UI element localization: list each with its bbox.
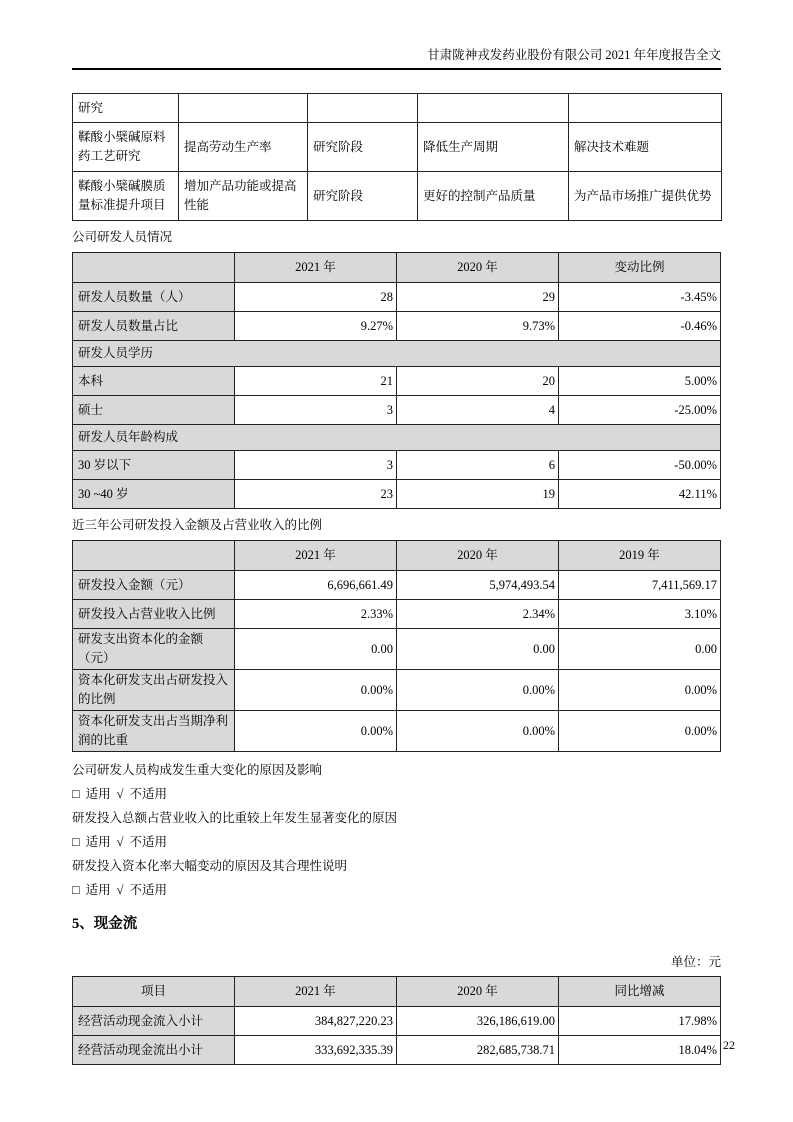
value-2021-cell: 384,827,220.23	[235, 1007, 397, 1036]
group-header-row	[73, 425, 721, 451]
page-number: 22	[723, 1038, 735, 1052]
project-stage-cell: 研究阶段	[308, 172, 418, 221]
row-label-cell: 资本化研发支出占当期净利润的比重	[73, 711, 235, 752]
change-cell: 42.11%	[559, 480, 721, 509]
row-label-cell: 研发人员数量（人）	[73, 283, 235, 312]
column-header-blank	[73, 541, 235, 571]
row-label-cell: 本科	[73, 367, 235, 396]
column-header-item: 项目	[73, 977, 235, 1007]
table-row	[73, 711, 721, 752]
value-2021-cell: 3	[235, 396, 397, 425]
column-header-2021: 2021 年	[235, 541, 397, 571]
checkbox-unchecked-icon: □	[72, 835, 80, 849]
table-row	[73, 396, 721, 425]
value-2021-cell: 6,696,661.49	[235, 571, 397, 600]
rd-projects-table	[72, 93, 722, 221]
header-row	[73, 253, 721, 283]
check-icon: √	[116, 883, 124, 897]
report-header	[72, 47, 721, 70]
table-row	[73, 312, 721, 341]
value-2019-cell: 0.00	[559, 629, 721, 670]
project-impact-cell: 为产品市场推广提供优势	[569, 172, 722, 221]
group-label-cell: 研发人员学历	[73, 341, 721, 367]
change-cell: -50.00%	[559, 451, 721, 480]
investment-section-label: 近三年公司研发投入金额及占营业收入的比例	[72, 518, 323, 532]
project-goal-cell: 增加产品功能或提高性能	[179, 172, 308, 221]
column-header-2020: 2020 年	[397, 253, 559, 283]
table-row	[73, 123, 722, 172]
value-2021-cell: 0.00	[235, 629, 397, 670]
applicability-line	[72, 786, 721, 802]
table-row	[73, 670, 721, 711]
value-2021-cell: 9.27%	[235, 312, 397, 341]
applicability-line	[72, 834, 721, 850]
row-label-cell: 研发投入金额（元）	[73, 571, 235, 600]
value-2020-cell: 4	[397, 396, 559, 425]
table-row	[73, 629, 721, 670]
note-label: 研发投入资本化率大幅变动的原因及其合理性说明	[72, 859, 348, 873]
header-row	[73, 541, 721, 571]
value-2020-cell: 5,974,493.54	[397, 571, 559, 600]
row-label-cell: 经营活动现金流出小计	[73, 1036, 235, 1065]
unit-label: 单位：元	[670, 955, 721, 969]
value-2019-cell: 0.00%	[559, 711, 721, 752]
value-2020-cell: 326,186,619.00	[397, 1007, 559, 1036]
value-2019-cell: 0.00%	[559, 670, 721, 711]
header-row	[73, 977, 721, 1007]
applicability-line	[72, 882, 721, 898]
project-goal-cell	[179, 94, 308, 123]
project-goal-cell: 提高劳动生产率	[179, 123, 308, 172]
value-2021-cell: 333,692,335.39	[235, 1036, 397, 1065]
checkbox-unchecked-icon: □	[72, 787, 80, 801]
table-row	[73, 480, 721, 509]
project-name-cell: 鞣酸小檗碱膜质量标准提升项目	[73, 172, 179, 221]
cashflow-table	[72, 976, 721, 1065]
value-2020-cell: 6	[397, 451, 559, 480]
not-applicable-label: 不适用	[129, 787, 167, 801]
group-label-cell: 研发人员年龄构成	[73, 425, 721, 451]
change-cell: -3.45%	[559, 283, 721, 312]
value-2019-cell: 7,411,569.17	[559, 571, 721, 600]
column-header-2019: 2019 年	[559, 541, 721, 571]
value-2020-cell: 282,685,738.71	[397, 1036, 559, 1065]
personnel-section-label: 公司研发人员情况	[72, 230, 173, 244]
project-name-cell: 鞣酸小檗碱原料药工艺研究	[73, 123, 179, 172]
cashflow-heading: 5、现金流	[72, 916, 138, 932]
project-impact-cell	[569, 94, 722, 123]
row-label-cell: 研发投入占营业收入比例	[73, 600, 235, 629]
group-header-row	[73, 341, 721, 367]
project-stage-cell	[308, 94, 418, 123]
row-label-cell: 30 ~40 岁	[73, 480, 235, 509]
project-name-cell: 研究	[73, 94, 179, 123]
row-label-cell: 硕士	[73, 396, 235, 425]
yoy-change-cell: 18.04%	[559, 1036, 721, 1065]
table-row	[73, 283, 721, 312]
column-header-2020: 2020 年	[397, 541, 559, 571]
value-2020-cell: 0.00%	[397, 711, 559, 752]
not-applicable-label: 不适用	[129, 835, 167, 849]
value-2020-cell: 0.00%	[397, 670, 559, 711]
change-cell: 5.00%	[559, 367, 721, 396]
value-2021-cell: 28	[235, 283, 397, 312]
column-header-2021: 2021 年	[235, 253, 397, 283]
project-target-cell	[418, 94, 569, 123]
value-2020-cell: 2.34%	[397, 600, 559, 629]
applicable-label: 适用	[85, 787, 111, 801]
project-target-cell: 更好的控制产品质量	[418, 172, 569, 221]
note-label: 公司研发人员构成发生重大变化的原因及影响	[72, 763, 323, 777]
row-label-cell: 经营活动现金流入小计	[73, 1007, 235, 1036]
project-target-cell: 降低生产周期	[418, 123, 569, 172]
row-label-cell: 30 岁以下	[73, 451, 235, 480]
value-2021-cell: 21	[235, 367, 397, 396]
note-label: 研发投入总额占营业收入的比重较上年发生显著变化的原因	[72, 811, 398, 825]
applicable-label: 适用	[85, 835, 111, 849]
column-header-blank	[73, 253, 235, 283]
column-header-change: 变动比例	[559, 253, 721, 283]
row-label-cell: 研发人员数量占比	[73, 312, 235, 341]
table-row	[73, 172, 722, 221]
value-2020-cell: 20	[397, 367, 559, 396]
value-2020-cell: 0.00	[397, 629, 559, 670]
table-row	[73, 600, 721, 629]
table-row	[73, 1036, 721, 1065]
applicable-label: 适用	[85, 883, 111, 897]
column-header-yoy: 同比增减	[559, 977, 721, 1007]
row-label-cell: 资本化研发支出占研发投入的比例	[73, 670, 235, 711]
table-row	[73, 571, 721, 600]
value-2019-cell: 3.10%	[559, 600, 721, 629]
check-icon: √	[116, 835, 124, 849]
check-icon: √	[116, 787, 124, 801]
table-row	[73, 94, 722, 123]
column-header-2021: 2021 年	[235, 977, 397, 1007]
row-label-cell: 研发支出资本化的金额（元）	[73, 629, 235, 670]
value-2020-cell: 9.73%	[397, 312, 559, 341]
value-2021-cell: 0.00%	[235, 670, 397, 711]
not-applicable-label: 不适用	[129, 883, 167, 897]
table-row	[73, 1007, 721, 1036]
change-cell: -25.00%	[559, 396, 721, 425]
project-impact-cell: 解决技术难题	[569, 123, 722, 172]
value-2021-cell: 3	[235, 451, 397, 480]
project-stage-cell: 研究阶段	[308, 123, 418, 172]
value-2021-cell: 23	[235, 480, 397, 509]
table-row	[73, 367, 721, 396]
change-cell: -0.46%	[559, 312, 721, 341]
table-row	[73, 451, 721, 480]
value-2021-cell: 2.33%	[235, 600, 397, 629]
yoy-change-cell: 17.98%	[559, 1007, 721, 1036]
report-title: 甘肃陇神戎发药业股份有限公司 2021 年年度报告全文	[427, 48, 721, 62]
rd-investment-table	[72, 540, 721, 752]
value-2020-cell: 29	[397, 283, 559, 312]
checkbox-unchecked-icon: □	[72, 883, 80, 897]
value-2020-cell: 19	[397, 480, 559, 509]
column-header-2020: 2020 年	[397, 977, 559, 1007]
notes-section	[72, 762, 721, 898]
rd-personnel-table	[72, 252, 721, 509]
value-2021-cell: 0.00%	[235, 711, 397, 752]
